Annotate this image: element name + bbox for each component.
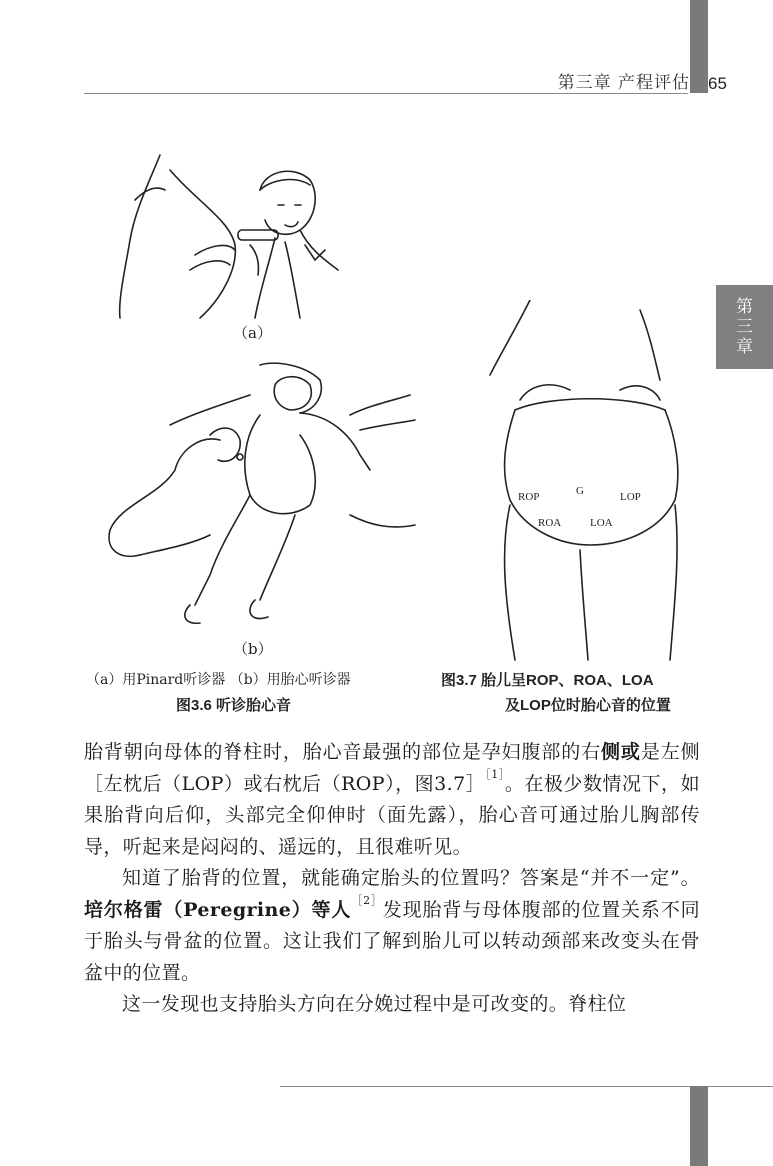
footer-bar: [690, 1086, 708, 1166]
figure-3-7-title-line1: 图3.7 胎儿呈ROP、ROA、LOA: [441, 672, 654, 689]
side-tab-char: 章: [736, 337, 753, 357]
header-bar: [690, 0, 708, 93]
page-number: 65: [708, 74, 727, 93]
text-run: 知道了胎背的位置，就能确定胎头的位置吗？答案是“并不一定”。: [122, 867, 700, 889]
text-run: 发现胎背与母体腹部的位置关系不同于胎头与骨盆的位置。这让我们了解到胎儿可以转动颈部来改变头在骨盆中的位置。: [84, 898, 700, 984]
bold-run: 侧或: [601, 741, 641, 763]
text-run: 。在极少数情况下，如果胎背向后仰，头部完全仰伸时（面先露），胎心音可通过胎儿胸部传导，听起来是闷闷的、遥远的，且很难听见。: [84, 772, 700, 858]
figure-3-6a-label: （a）: [233, 324, 272, 342]
paragraph: [84, 863, 700, 989]
citation: ［2］: [351, 893, 383, 907]
paragraph: 这一发现也支持胎头方向在分娩过程中是可改变的。脊柱位: [122, 993, 627, 1015]
paragraph: [84, 737, 700, 863]
figure-3-6b-label: （b）: [233, 640, 273, 658]
header-rule: [84, 93, 688, 94]
body-text: [84, 737, 700, 1021]
running-header: 第三章 产程评估: [557, 73, 690, 93]
figure-3-6-title: 图3.6 听诊胎心音: [176, 697, 292, 714]
figure-3-6-subcaption: （a）用Pinard听诊器 （b）用胎心听诊器: [86, 672, 351, 688]
text-run: 胎背朝向母体的脊柱时，胎心音最强的部位是孕妇腹部的右: [84, 741, 602, 763]
text-run: 是左侧［左枕后（LOP）或右枕后（ROP），图3.7］: [84, 741, 701, 795]
citation: ［1］: [485, 767, 505, 781]
side-tab-char: 三: [736, 317, 753, 337]
marker-lop: LOP: [620, 491, 641, 503]
figure-3-6a-illustration: [110, 150, 340, 320]
marker-loa: LOA: [590, 517, 613, 529]
marker-rop: ROP: [518, 491, 540, 503]
chapter-side-tab: [716, 285, 773, 369]
marker-center: G: [576, 485, 584, 497]
marker-roa: ROA: [538, 517, 562, 529]
figure-3-7-title-line2: 及LOP位时胎心音的位置: [505, 697, 671, 714]
figure-3-7-illustration: [470, 300, 700, 665]
bold-run: 培尔格雷（Peregrine）等人: [84, 898, 352, 921]
side-tab-char: 第: [736, 297, 753, 317]
figure-3-6b-illustration: [100, 355, 420, 635]
